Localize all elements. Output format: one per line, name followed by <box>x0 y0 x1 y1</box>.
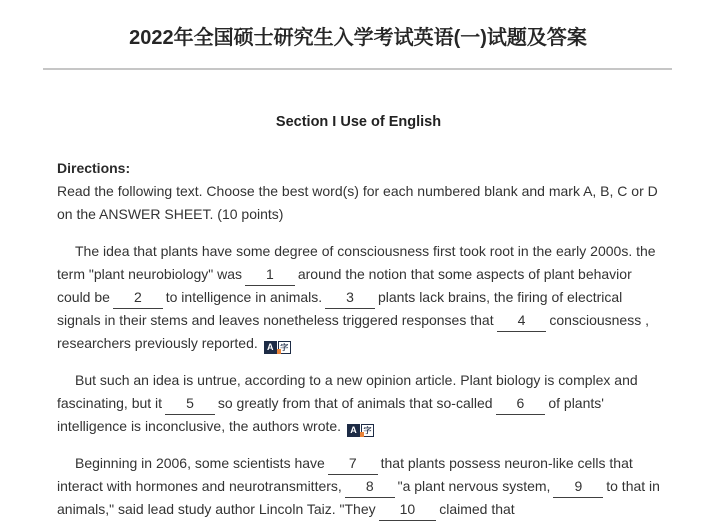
paragraph-text: claimed that <box>439 501 515 517</box>
paragraph-text: around the notion that some aspects of plant behavior could be <box>57 266 632 305</box>
translate-icon-a-glyph: A <box>264 341 277 354</box>
paragraph-text: that plants possess neuron-like cells that interact with hormones and neurotransmitters, <box>57 455 633 494</box>
paragraph <box>57 240 660 355</box>
blank-9: 9 <box>553 478 603 498</box>
blank-2: 2 <box>113 289 163 309</box>
blank-6: 6 <box>496 395 546 415</box>
directions-block <box>57 157 660 226</box>
blank-4: 4 <box>497 312 547 332</box>
directions-label: Directions: <box>57 160 131 176</box>
blank-5: 5 <box>165 395 215 415</box>
translate-icon-a-glyph: A <box>347 424 360 437</box>
paragraph-text: Beginning in 2006, some scientists have <box>75 455 325 471</box>
blank-8: 8 <box>345 478 395 498</box>
paragraph-text: But such an idea is untrue, according to a new opinion article. Plant biology is complex and fascinating, but it <box>57 372 638 411</box>
paragraph-text: The idea that plants have some degree of consciousness first took root in the early 2000s. the term "plant neurobiology" was <box>57 243 656 282</box>
title-divider <box>43 68 672 70</box>
blank-3: 3 <box>325 289 375 309</box>
paragraph-text: "a plant nervous system, <box>397 478 551 494</box>
blank-10: 10 <box>379 501 437 521</box>
document-content <box>57 114 660 521</box>
paragraph <box>57 452 660 521</box>
translate-icon-zi-glyph: 字 <box>278 341 291 354</box>
paragraph-text: so greatly from that of animals that so-called <box>217 395 493 411</box>
section-heading: Section I Use of English <box>275 114 442 130</box>
blank-1: 1 <box>245 266 295 286</box>
page-title: 2022年全国硕士研究生入学考试英语(一)试题及答案 <box>129 27 587 49</box>
paragraph <box>57 369 660 438</box>
blank-7: 7 <box>328 455 378 475</box>
paragraph-text: to that in animals," said lead study author Lincoln Taiz. "They <box>57 478 660 517</box>
passage <box>57 240 660 521</box>
directions-text: Read the following text. Choose the best word(s) for each numbered blank and mark A, B, C or D on the ANSWER SHEET. (10 points) <box>57 183 658 222</box>
paragraph-text: to intelligence in animals. <box>165 289 323 305</box>
translate-icon-zi-glyph: 字 <box>361 424 374 437</box>
translate-icon[interactable] <box>264 341 291 354</box>
paragraph-text: plants lack brains, the firing of electrical signals in their stems and leaves nonetheless triggered responses that <box>57 289 623 328</box>
paragraph-text: consciousness , researchers previously reported. <box>57 312 649 351</box>
paragraph-text: of plants' intelligence is inconclusive, the authors wrote. <box>57 395 604 434</box>
translate-icon[interactable] <box>347 424 374 437</box>
